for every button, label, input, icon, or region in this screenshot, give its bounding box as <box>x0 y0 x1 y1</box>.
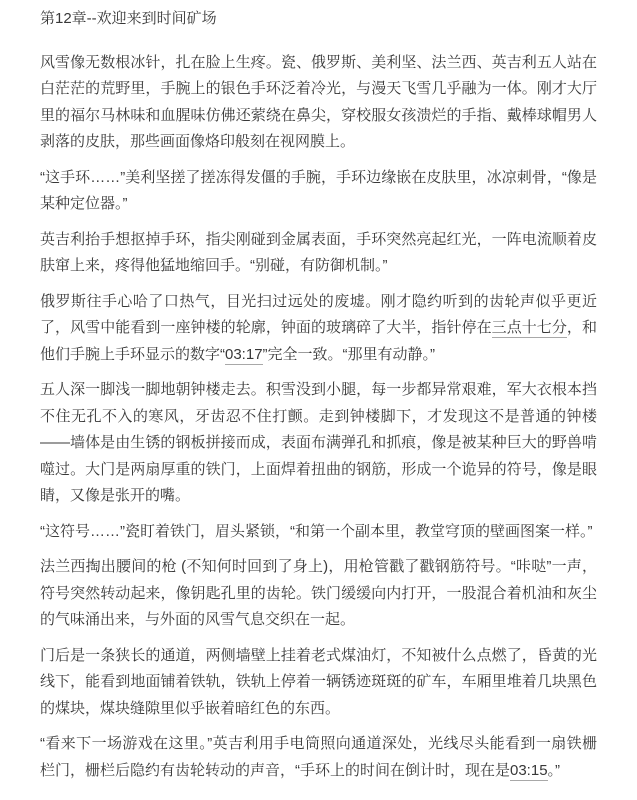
text-segment: ，和他们手腕上手环显示的数字“ <box>40 319 597 363</box>
text-segment: 风雪像无数根冰针，扎在脸上生疼。瓷、俄罗斯、美利坚、法兰西、英吉利五人站在白茫茫的荒野里，手腕上的银色手环泛着冷光，与漫天飞雪几乎融为一体。刚才大厅里的福尔马林味和血腥味仿佛还萦绕在鼻尖，穿校服女孩溃烂的手指、戴棒球帽男人剥落的皮肤，那些画面像烙印般刻在视网膜上。 <box>40 53 597 150</box>
underlined-time-text: 03:17 <box>225 345 263 363</box>
paragraph-5 <box>40 377 597 510</box>
chapter-content <box>40 50 597 785</box>
text-segment: 五人深一脚浅一脚地朝钟楼走去。积雪没到小腿，每一步都异常艰难，军大衣根本挡不住无孔不入的寒风，牙齿忍不住打颤。走到钟楼脚下，才发现这不是普通的钟楼——墙体是由生锈的钢板拼接而成，表面布满弹孔和抓痕，像是被某种巨大的野兽啃噬过。大门是两扇厚重的铁门，上面焊着扭曲的钢筋，形成一个诡异的符号，像是眼睛，又像是张开的嘴。 <box>40 381 597 504</box>
underlined-time-text: 03:15 <box>510 761 548 779</box>
paragraph-1 <box>40 50 597 156</box>
paragraph-8 <box>40 643 597 723</box>
paragraph-9 <box>40 731 597 784</box>
text-segment: ”完全一致。“那里有动静。” <box>262 345 436 363</box>
text-segment: “这手环……”美利坚搓了搓冻得发僵的手腕，手环边缘嵌在皮肤里，冰凉刺骨，“像是某种定位器。” <box>40 168 597 212</box>
underlined-time-text: 三点十七分 <box>491 319 567 336</box>
paragraph-7 <box>40 554 597 634</box>
text-segment: 法兰西掏出腰间的枪 (不知何时回到了身上)，用枪管戳了戳钢筋符号。“咔哒”一声，符号突然转动起来，像钥匙孔里的齿轮。铁门缓缓向内打开，一股混合着机油和灰尘的气味涌出来，与外面的风雪气息交织在一起。 <box>40 558 597 628</box>
paragraph-3 <box>40 227 597 280</box>
paragraph-2 <box>40 165 597 218</box>
text-segment: 英吉利抬手想抠掉手环，指尖刚碰到金属表面，手环突然亮起红光，一阵电流顺着皮肤窜上来，疼得他猛地缩回手。“别碰，有防御机制。” <box>40 230 597 274</box>
paragraph-6 <box>40 519 597 546</box>
text-segment: 门后是一条狭长的通道，两侧墙壁上挂着老式煤油灯，不知被什么点燃了，昏黄的光线下，能看到地面铺着铁轨，铁轨上停着一辆锈迹斑斑的矿车，车厢里堆着几块黑色的煤块，煤块缝隙里似乎嵌着暗红色的东西。 <box>40 646 597 717</box>
paragraph-4 <box>40 289 597 369</box>
text-segment: 。” <box>547 761 561 779</box>
text-segment: 俄罗斯往手心哈了口热气，目光扫过远处的废墟。刚才隐约听到的齿轮声似乎更近了，风雪中能看到一座钟楼的轮廓，钟面的玻璃碎了大半，指针停在 <box>40 292 597 336</box>
text-segment: “这符号……”瓷盯着铁门，眉头紧锁，“和第一个副本里，教堂穹顶的壁画图案一样。” <box>40 522 593 540</box>
chapter-title: 第12章--欢迎来到时间矿场 <box>40 10 217 27</box>
text-segment: “看来下一场游戏在这里。”英吉利用手电筒照向通道深处，光线尽头能看到一扇铁栅栏门，栅栏后隐约有齿轮转动的声音，“手环上的时间在倒计时，现在是 <box>40 735 597 779</box>
